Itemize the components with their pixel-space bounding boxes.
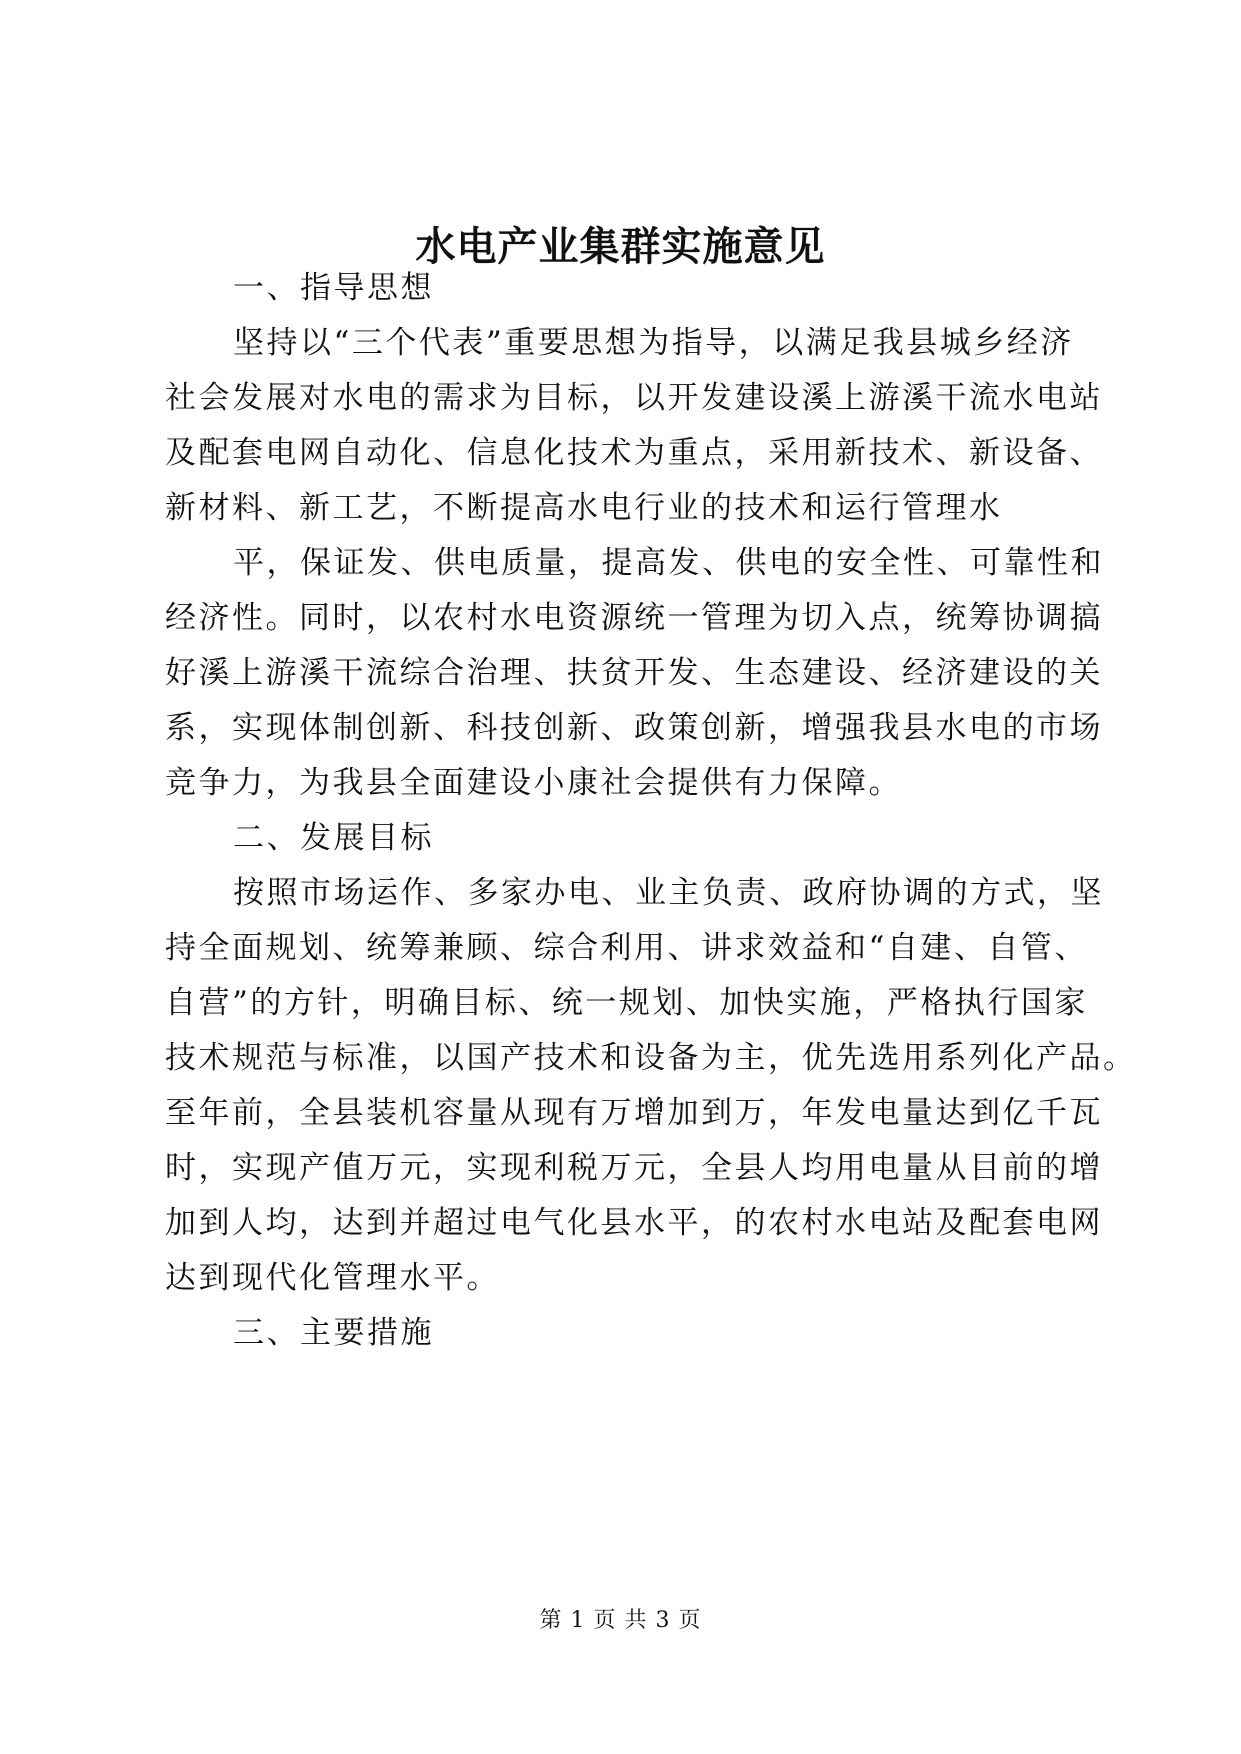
paragraph-line: 自营”的方针，明确目标、统一规划、加快实施，严格执行国家 xyxy=(165,985,1088,1021)
section-heading-1: 一、指导思想 xyxy=(233,270,434,306)
paragraph-line: 技术规范与标准，以国产技术和设备为主，优先选用系列化产品。 xyxy=(165,1040,1137,1076)
document-title: 水电产业集群实施意见 xyxy=(415,223,826,270)
paragraph-line: 按照市场运作、多家办电、业主负责、政府协调的方式，坚 xyxy=(233,875,1104,911)
paragraph-line: 竞争力，为我县全面建设小康社会提供有力保障。 xyxy=(165,765,902,801)
paragraph-line: 新材料、新工艺，不断提高水电行业的技术和运行管理水 xyxy=(165,490,1003,526)
paragraph-line: 时，实现产值万元，实现利税万元，全县人均用电量从目前的增 xyxy=(165,1150,1103,1186)
page-number-footer: 第 1 页 共 3 页 xyxy=(539,1608,702,1633)
paragraph-line: 坚持以“三个代表”重要思想为指导，以满足我县城乡经济 xyxy=(233,325,1074,361)
paragraph-line: 至年前，全县装机容量从现有万增加到万，年发电量达到亿千瓦 xyxy=(165,1095,1103,1131)
paragraph-line: 系，实现体制创新、科技创新、政策创新，增强我县水电的市场 xyxy=(165,710,1103,746)
paragraph-line: 加到人均，达到并超过电气化县水平，的农村水电站及配套电网 xyxy=(165,1205,1103,1241)
paragraph-line: 及配套电网自动化、信息化技术为重点，采用新技术、新设备、 xyxy=(165,435,1103,471)
paragraph-line: 经济性。同时，以农村水电资源统一管理为切入点，统筹协调搞 xyxy=(165,600,1103,636)
paragraph-line: 社会发展对水电的需求为目标，以开发建设溪上游溪干流水电站 xyxy=(165,380,1103,416)
section-heading-2: 二、发展目标 xyxy=(233,820,434,856)
paragraph-line: 达到现代化管理水平。 xyxy=(165,1260,500,1296)
paragraph-line: 持全面规划、统筹兼顾、综合利用、讲求效益和“自建、自管、 xyxy=(165,930,1088,966)
paragraph-line: 平，保证发、供电质量，提高发、供电的安全性、可靠性和 xyxy=(233,545,1104,581)
section-heading-3: 三、主要措施 xyxy=(233,1315,434,1351)
paragraph-line: 好溪上游溪干流综合治理、扶贫开发、生态建设、经济建设的关 xyxy=(165,655,1103,691)
